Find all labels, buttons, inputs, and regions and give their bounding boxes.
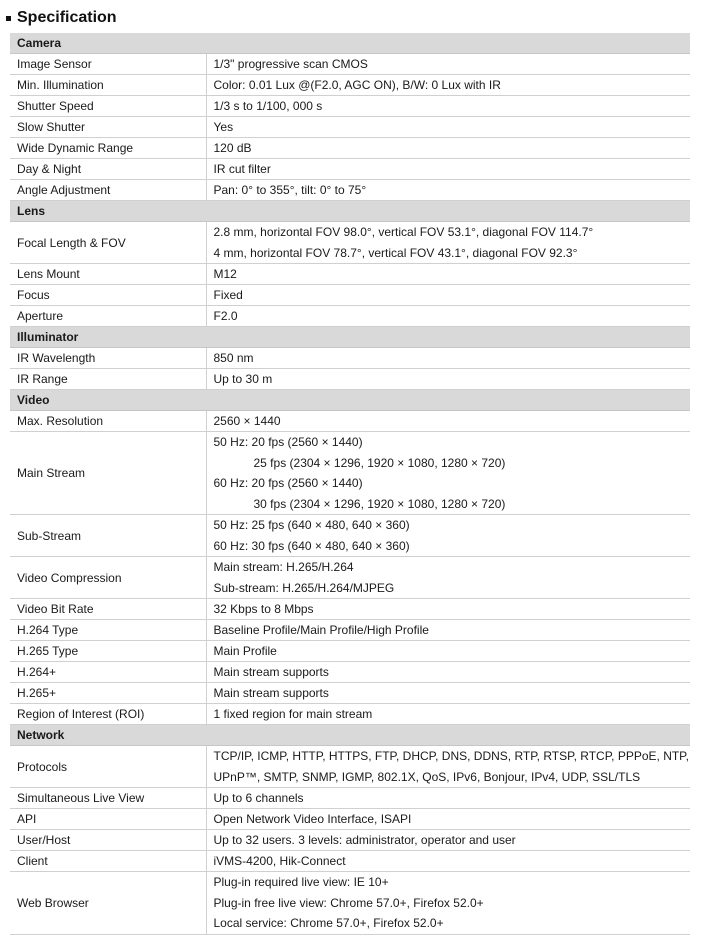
spec-label: Max. Resolution: [10, 411, 206, 432]
spec-row: [10, 54, 690, 75]
spec-value-line: 60 Hz: 30 fps (640 × 480, 640 × 360): [213, 538, 410, 553]
section-header: [10, 725, 690, 746]
spec-row: [10, 557, 690, 599]
spec-value: 850 nm: [206, 348, 690, 369]
spec-value: IR cut filter: [206, 159, 690, 180]
spec-value: 1/3" progressive scan CMOS: [206, 54, 690, 75]
spec-label: Region of Interest (ROI): [10, 704, 206, 725]
section-title: Camera: [10, 33, 690, 54]
spec-row: [10, 830, 690, 851]
section-title: Illuminator: [10, 327, 690, 348]
spec-value: [206, 872, 690, 935]
spec-label: H.265 Type: [10, 641, 206, 662]
spec-label: Focal Length & FOV: [10, 222, 206, 264]
spec-value: M12: [206, 264, 690, 285]
spec-value: 1 fixed region for main stream: [206, 704, 690, 725]
spec-value-line: 4 mm, horizontal FOV 78.7°, vertical FOV 43.1°, diagonal FOV 92.3°: [213, 245, 578, 260]
spec-label: Client: [10, 851, 206, 872]
spec-value-line: 25 fps (2304 × 1296, 1920 × 1080, 1280 × 720): [253, 455, 506, 470]
spec-value: Fixed: [206, 285, 690, 306]
spec-label: H.264+: [10, 662, 206, 683]
spec-label: Protocols: [10, 746, 206, 788]
spec-value: [206, 222, 690, 264]
spec-value: Up to 6 channels: [206, 788, 690, 809]
spec-row: [10, 662, 690, 683]
spec-value: 120 dB: [206, 138, 690, 159]
spec-row: [10, 809, 690, 830]
spec-value-line: 2.8 mm, horizontal FOV 98.0°, vertical FOV 53.1°, diagonal FOV 114.7°: [213, 225, 594, 239]
section-header: [10, 390, 690, 411]
page-title: [4, 6, 117, 30]
spec-label: Lens Mount: [10, 264, 206, 285]
spec-label: Angle Adjustment: [10, 180, 206, 201]
spec-row: [10, 411, 690, 432]
spec-value: Open Network Video Interface, ISAPI: [206, 809, 690, 830]
spec-value: iVMS-4200, Hik-Connect: [206, 851, 690, 872]
spec-row: [10, 96, 690, 117]
spec-label: Min. Illumination: [10, 75, 206, 96]
section-title: Lens: [10, 201, 690, 222]
spec-value: [206, 557, 690, 599]
section-title: Video: [10, 390, 690, 411]
spec-label: Image Sensor: [10, 54, 206, 75]
spec-row: [10, 159, 690, 180]
spec-value-line: 50 Hz: 20 fps (2560 × 1440): [213, 435, 363, 449]
spec-value: Main stream supports: [206, 683, 690, 704]
spec-label: Focus: [10, 285, 206, 306]
spec-label: Wide Dynamic Range: [10, 138, 206, 159]
spec-value: Main Profile: [206, 641, 690, 662]
spec-label: Aperture: [10, 306, 206, 327]
spec-value-line: 50 Hz: 25 fps (640 × 480, 640 × 360): [213, 518, 410, 532]
spec-row: [10, 264, 690, 285]
spec-row: [10, 348, 690, 369]
spec-label: Day & Night: [10, 159, 206, 180]
spec-value: Baseline Profile/Main Profile/High Profile: [206, 620, 690, 641]
spec-row: [10, 746, 690, 788]
spec-value: Pan: 0° to 355°, tilt: 0° to 75°: [206, 180, 690, 201]
spec-label: Slow Shutter: [10, 117, 206, 138]
spec-value: 2560 × 1440: [206, 411, 690, 432]
spec-label: Video Bit Rate: [10, 599, 206, 620]
spec-row: [10, 704, 690, 725]
spec-value-line: 30 fps (2304 × 1296, 1920 × 1080, 1280 × 720): [253, 496, 506, 511]
spec-row: [10, 117, 690, 138]
spec-label: API: [10, 809, 206, 830]
spec-value: Up to 32 users. 3 levels: administrator, operator and user: [206, 830, 690, 851]
spec-row: [10, 180, 690, 201]
spec-label: User/Host: [10, 830, 206, 851]
spec-row: [10, 432, 690, 515]
section-header: [10, 201, 690, 222]
spec-label: Video Compression: [10, 557, 206, 599]
spec-row: [10, 851, 690, 872]
spec-value-line: TCP/IP, ICMP, HTTP, HTTPS, FTP, DHCP, DNS, DDNS, RTP, RTSP, RTCP, PPPoE, NTP,: [213, 749, 689, 763]
spec-value-line: Local service: Chrome 57.0+, Firefox 52.0+: [213, 916, 444, 930]
specification-table-body: [10, 33, 690, 934]
spec-label: IR Range: [10, 369, 206, 390]
spec-row: [10, 138, 690, 159]
spec-label: IR Wavelength: [10, 348, 206, 369]
section-header: [10, 33, 690, 54]
spec-row: [10, 599, 690, 620]
spec-value: [206, 746, 690, 788]
spec-value: Color: 0.01 Lux @(F2.0, AGC ON), B/W: 0 Lux with IR: [206, 75, 690, 96]
spec-value: [206, 432, 690, 515]
spec-label: H.265+: [10, 683, 206, 704]
spec-row: [10, 306, 690, 327]
spec-row: [10, 683, 690, 704]
section-title: Network: [10, 725, 690, 746]
spec-label: Web Browser: [10, 872, 206, 935]
spec-value: [206, 515, 690, 557]
page-title-text: Specification: [17, 9, 117, 26]
bullet-icon: [6, 16, 11, 21]
spec-value-line: Plug-in free live view: Chrome 57.0+, Firefox 52.0+: [213, 895, 484, 910]
spec-value: Yes: [206, 117, 690, 138]
spec-label: H.264 Type: [10, 620, 206, 641]
spec-label: Sub-Stream: [10, 515, 206, 557]
spec-value: 32 Kbps to 8 Mbps: [206, 599, 690, 620]
spec-row: [10, 788, 690, 809]
section-header: [10, 327, 690, 348]
spec-row: [10, 515, 690, 557]
spec-row: [10, 641, 690, 662]
spec-label: Shutter Speed: [10, 96, 206, 117]
spec-row: [10, 75, 690, 96]
spec-value: 1/3 s to 1/100, 000 s: [206, 96, 690, 117]
spec-row: [10, 872, 690, 935]
spec-label: Simultaneous Live View: [10, 788, 206, 809]
spec-value: F2.0: [206, 306, 690, 327]
spec-row: [10, 285, 690, 306]
spec-label: Main Stream: [10, 432, 206, 515]
spec-value-line: Main stream: H.265/H.264: [213, 560, 354, 574]
spec-value: Main stream supports: [206, 662, 690, 683]
spec-row: [10, 369, 690, 390]
spec-value-line: UPnP™, SMTP, SNMP, IGMP, 802.1X, QoS, IPv6, Bonjour, IPv4, UDP, SSL/TLS: [213, 769, 641, 784]
spec-value-line: 60 Hz: 20 fps (2560 × 1440): [213, 476, 363, 490]
spec-value-line: Plug-in required live view: IE 10+: [213, 875, 389, 889]
spec-value-line: Sub-stream: H.265/H.264/MJPEG: [213, 580, 395, 595]
spec-row: [10, 620, 690, 641]
spec-row: [10, 222, 690, 264]
specification-table: [10, 33, 690, 935]
spec-value: Up to 30 m: [206, 369, 690, 390]
